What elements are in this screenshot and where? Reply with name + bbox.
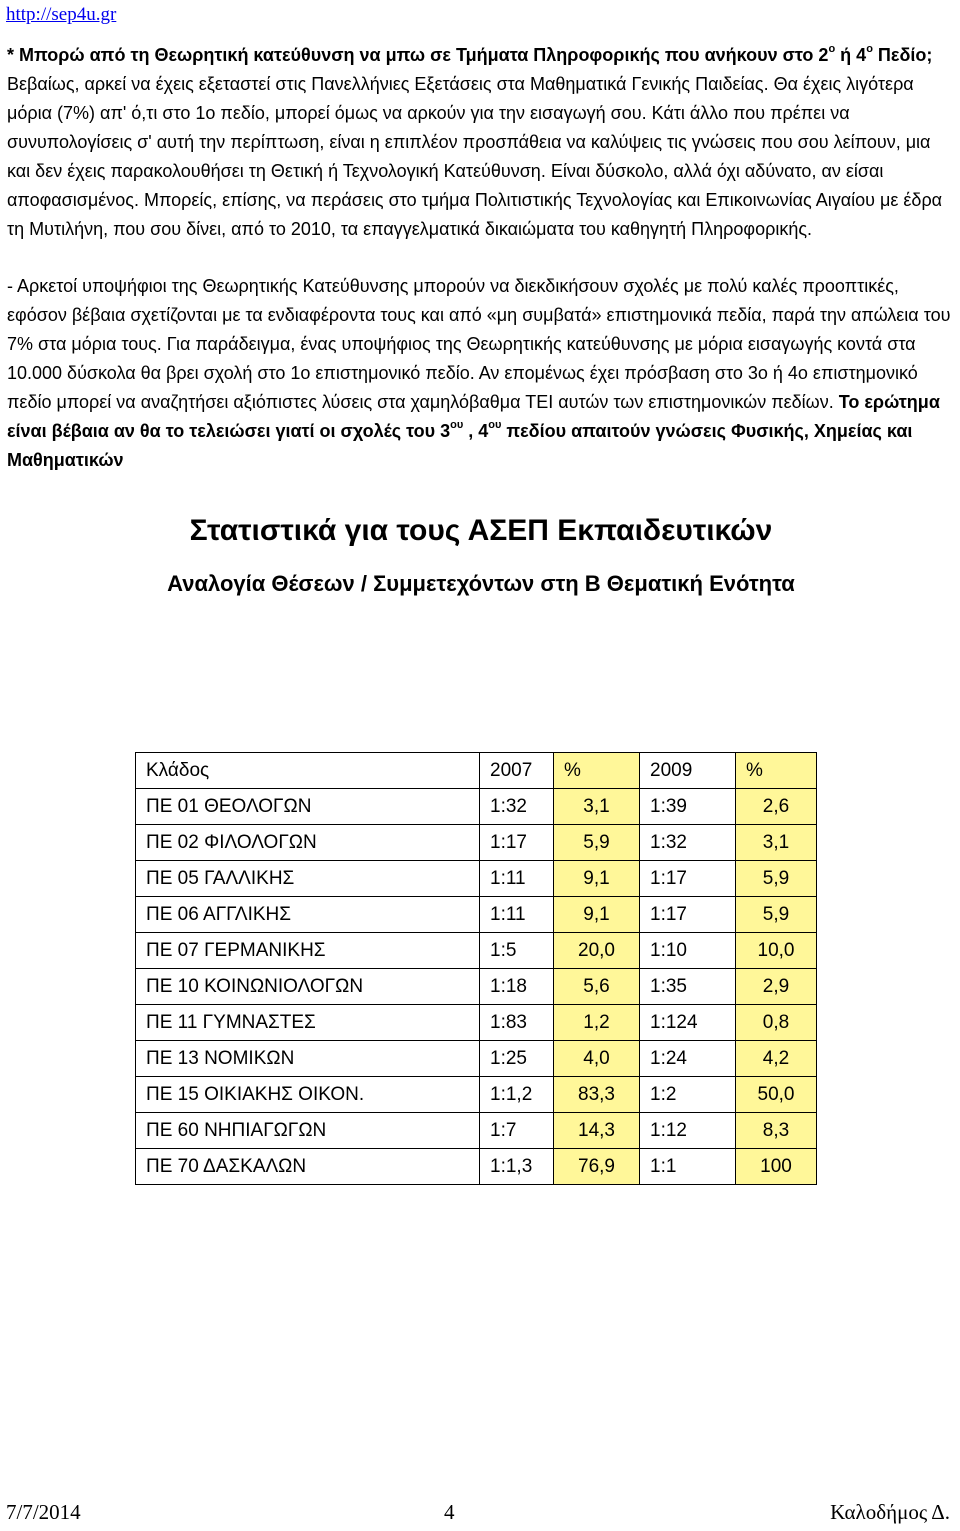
percent-2009-cell: 8,3 <box>736 1113 817 1149</box>
footer-author: Καλοδήμος Δ. <box>830 1500 950 1524</box>
percent-2009-cell: 2,9 <box>736 969 817 1005</box>
percent-2009-cell: 2,6 <box>736 789 817 825</box>
percent-2009-cell: 100 <box>736 1149 817 1185</box>
question-sup-1: ο <box>828 43 836 55</box>
question-heading <box>7 40 955 70</box>
branch-cell: ΠΕ 02 ΦΙΛΟΛΟΓΩΝ <box>136 825 480 861</box>
ratio-2007-cell: 1:32 <box>480 789 554 825</box>
section-subtitle: Αναλογία Θέσεων / Συμμετεχόντων στη Β Θεματική Ενότητα <box>167 571 795 596</box>
percent-2007-cell: 76,9 <box>554 1149 640 1185</box>
percent-2009-cell: 4,2 <box>736 1041 817 1077</box>
ratio-2007-cell: 1:25 <box>480 1041 554 1077</box>
ratio-2009-cell: 1:17 <box>640 897 736 933</box>
commentary-bold-end: πεδίου απαιτούν γνώσεις Φυσικής, Χημείας και Μαθηματικών <box>7 421 913 470</box>
percent-2007-cell: 5,9 <box>554 825 640 861</box>
ratio-2007-cell: 1:1,2 <box>480 1077 554 1113</box>
commentary-bold-sup-2: ου <box>488 419 502 431</box>
question-sup-2: ο <box>866 43 873 55</box>
percent-2007-cell: 4,0 <box>554 1041 640 1077</box>
ratio-2007-cell: 1:11 <box>480 861 554 897</box>
ratio-2007-cell: 1:11 <box>480 897 554 933</box>
table-row <box>136 1005 817 1041</box>
question-mid: ή 4 <box>835 45 867 65</box>
paragraph-gap <box>7 244 955 272</box>
table-row <box>136 861 817 897</box>
ratio-2007-cell: 1:7 <box>480 1113 554 1149</box>
ratio-2009-cell: 1:17 <box>640 861 736 897</box>
page-footer <box>0 1500 960 1530</box>
commentary-bold-start: Το ερώτημα είναι βέβαια αν θα το τελειώσει γιατί οι σχολές του 3 <box>7 392 940 441</box>
branch-cell: ΠΕ 60 ΝΗΠΙΑΓΩΓΩΝ <box>136 1113 480 1149</box>
table-row <box>136 1113 817 1149</box>
percent-2009-cell: 5,9 <box>736 897 817 933</box>
ratio-2009-cell: 1:35 <box>640 969 736 1005</box>
ratio-2009-cell: 1:24 <box>640 1041 736 1077</box>
ratio-2009-cell: 1:39 <box>640 789 736 825</box>
branch-cell: ΠΕ 70 ΔΑΣΚΑΛΩΝ <box>136 1149 480 1185</box>
percent-2007-cell: 3,1 <box>554 789 640 825</box>
branch-cell: ΠΕ 07 ΓΕΡΜΑΝΙΚΗΣ <box>136 933 480 969</box>
table-row <box>136 1077 817 1113</box>
question-prefix: * Μπορώ από τη Θεωρητική κατεύθυνση να μπω σε Τμήματα Πληροφορικής που ανήκουν στο 2 <box>7 45 829 65</box>
percent-2007-cell: 9,1 <box>554 897 640 933</box>
commentary-bold-sup-1: ου <box>450 419 464 431</box>
answer-paragraph: Βεβαίως, αρκεί να έχεις εξεταστεί στις Πανελλήνιες Εξετάσεις στα Μαθηματικά Γενικής Παιδείας. Θα έχεις λιγότερα μόρια (7%) απ' ό,τι στο 1ο πεδίο, μπορεί όμως να αρκούν για την εισαγωγή σου. Κάτι άλλο που πρέπει να συνυπολογίσεις σ' αυτή την περίπτωση, είναι η επιπλέον προσπάθεια να καλύψεις τις γνώσεις που σου λείπουν, μια και δεν έχεις παρακολουθήσει τη Θετική ή Τεχνολογική Κατεύθυνση. Είναι δύσκολο, αλλά όχι αδύνατο, αν είσαι αποφασισμένος. Μπορείς, επίσης, να περάσεις στο τμήμα Πολιτιστικής Τεχνολογίας και Επικοινωνίας Αιγαίου με έδρα τη Μυτιλήνη, που σου δίνει, από το 2010, τα επαγγελματικά δικαιώματα του καθηγητή Πληροφορικής. <box>7 74 943 239</box>
header-percent-2009: % <box>736 753 817 789</box>
branch-cell: ΠΕ 13 ΝΟΜΙΚΩΝ <box>136 1041 480 1077</box>
table-row <box>136 1149 817 1185</box>
percent-2009-cell: 5,9 <box>736 861 817 897</box>
percent-2007-cell: 5,6 <box>554 969 640 1005</box>
ratio-2007-cell: 1:17 <box>480 825 554 861</box>
percent-2007-cell: 83,3 <box>554 1077 640 1113</box>
ratio-2007-cell: 1:1,3 <box>480 1149 554 1185</box>
ratio-2007-cell: 1:83 <box>480 1005 554 1041</box>
ratio-2009-cell: 1:2 <box>640 1077 736 1113</box>
branch-cell: ΠΕ 10 ΚΟΙΝΩΝΙΟΛΟΓΩΝ <box>136 969 480 1005</box>
percent-2007-cell: 1,2 <box>554 1005 640 1041</box>
footer-page-number: 4 <box>444 1500 455 1524</box>
branch-cell: ΠΕ 06 ΑΓΓΛΙΚΗΣ <box>136 897 480 933</box>
header-2007: 2007 <box>480 753 554 789</box>
percent-2007-cell: 14,3 <box>554 1113 640 1149</box>
percent-2007-cell: 9,1 <box>554 861 640 897</box>
header-link[interactable]: http://sep4u.gr <box>6 4 117 25</box>
table-header-row <box>136 753 817 789</box>
table-row <box>136 825 817 861</box>
branch-cell: ΠΕ 15 ΟΙΚΙΑΚΗΣ ΟΙΚΟΝ. <box>136 1077 480 1113</box>
table-row <box>136 969 817 1005</box>
document-body <box>7 40 955 599</box>
header-2009: 2009 <box>640 753 736 789</box>
ratio-2009-cell: 1:12 <box>640 1113 736 1149</box>
commentary-text: - Αρκετοί υποψήφιοι της Θεωρητικής Κατεύθυνσης μπορούν να διεκδικήσουν σχολές με πολύ καλές προοπτικές, εφόσον βέβαια σχετίζονται με τα ενδιαφέροντα τους και από «μη συμβατά» επιστημονικά πεδία, παρά την απώλεια του 7% στα μόρια τους. Για παράδειγμα, ένας υποψήφιος της Θεωρητικής κατεύθυνσης με μόρια εισαγωγής κοντά στα 10.000 δύσκολα θα βρει σχολή στο 1ο επιστημονικό πεδίο. Αν επομένως έχει πρόσβαση στο 3ο ή 4ο επιστημονικό πεδίο μπορεί να αναζητήσει αξιόπιστες λύσεις στα χαμηλόβαθμα ΤΕΙ αυτών των επιστημονικών πεδίων. <box>7 276 951 412</box>
ratio-2009-cell: 1:32 <box>640 825 736 861</box>
ratio-2009-cell: 1:10 <box>640 933 736 969</box>
table-row <box>136 897 817 933</box>
footer-date: 7/7/2014 <box>6 1500 81 1524</box>
branch-cell: ΠΕ 01 ΘΕΟΛΟΓΩΝ <box>136 789 480 825</box>
percent-2009-cell: 3,1 <box>736 825 817 861</box>
percent-2009-cell: 50,0 <box>736 1077 817 1113</box>
branch-cell: ΠΕ 05 ΓΑΛΛΙΚΗΣ <box>136 861 480 897</box>
header-percent-2007: % <box>554 753 640 789</box>
section-title: Στατιστικά για τους ΑΣΕΠ Εκπαιδευτικών <box>189 514 773 547</box>
branch-cell: ΠΕ 11 ΓΥΜΝΑΣΤΕΣ <box>136 1005 480 1041</box>
percent-2007-cell: 20,0 <box>554 933 640 969</box>
stats-table <box>135 752 817 1185</box>
table-row <box>136 933 817 969</box>
header-branch: Κλάδος <box>136 753 480 789</box>
ratio-2009-cell: 1:1 <box>640 1149 736 1185</box>
percent-2009-cell: 10,0 <box>736 933 817 969</box>
commentary-bold-mid: , 4 <box>463 421 489 441</box>
ratio-2009-cell: 1:124 <box>640 1005 736 1041</box>
ratio-2007-cell: 1:5 <box>480 933 554 969</box>
table-row <box>136 789 817 825</box>
question-suffix: Πεδίο; <box>872 45 933 65</box>
percent-2009-cell: 0,8 <box>736 1005 817 1041</box>
table-row <box>136 1041 817 1077</box>
ratio-2007-cell: 1:18 <box>480 969 554 1005</box>
commentary-paragraph <box>7 272 955 475</box>
